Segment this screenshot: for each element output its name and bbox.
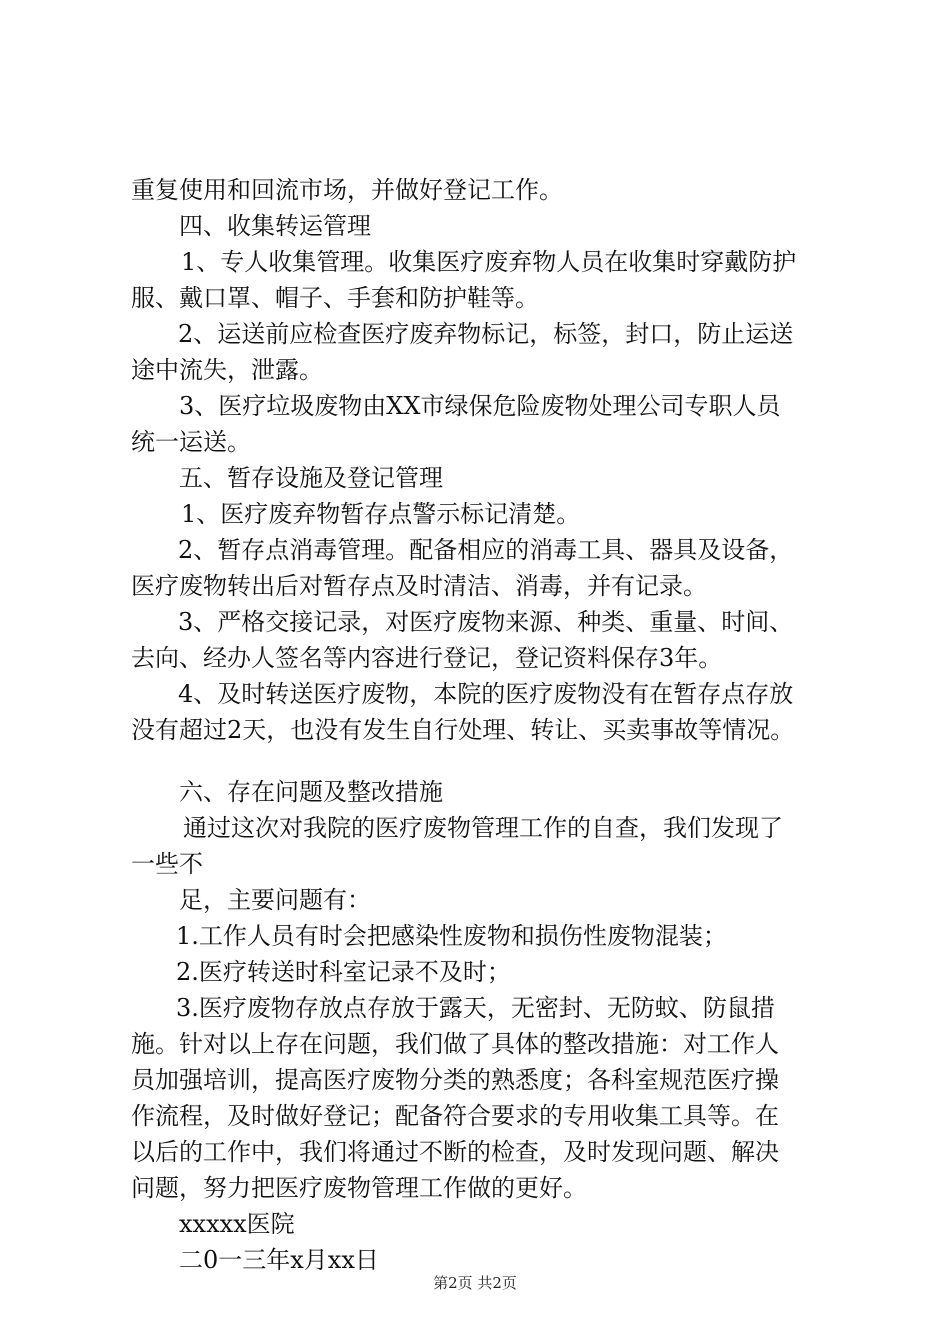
paragraph-line: 3、医疗垃圾废物由XX市绿保危险废物处理公司专职人员: [179, 392, 781, 420]
section-heading: 四、收集转运管理: [179, 212, 371, 240]
paragraph-line: 途中流失，泄露。: [131, 356, 323, 384]
list-item: 2.医疗转送时科室记录不及时；: [176, 958, 511, 986]
paragraph-line: 去向、经办人签名等内容进行登记，登记资料保存3年。: [131, 644, 723, 672]
paragraph-line: 作流程，及时做好登记；配备符合要求的专用收集工具等。在: [131, 1102, 779, 1130]
paragraph-line: 问题，努力把医疗废物管理工作做的更好。: [131, 1174, 587, 1202]
paragraph-line: 2、暂存点消毒管理。配备相应的消毒工具、器具及设备，: [178, 536, 794, 564]
section-heading: 六、存在问题及整改措施: [179, 778, 443, 806]
paragraph-line: 1、医疗废弃物暂存点警示标记清楚。: [181, 500, 581, 528]
paragraph-line: 医疗废物转出后对暂存点及时清洁、消毒，并有记录。: [131, 572, 707, 600]
paragraph-line: 足，主要问题有：: [179, 886, 371, 914]
paragraph-line: 3、严格交接记录，对医疗废物来源、种类、重量、时间、: [178, 608, 794, 636]
paragraph-line: 员加强培训，提高医疗废物分类的熟悉度；各科室规范医疗操: [131, 1066, 779, 1094]
section-heading: 五、暂存设施及登记管理: [179, 464, 443, 492]
paragraph-line: 统一运送。: [131, 428, 251, 456]
paragraph-line: 重复使用和回流市场，并做好登记工作。: [131, 176, 563, 204]
paragraph-line: 施。针对以上存在问题，我们做了具体的整改措施：对工作人: [131, 1030, 779, 1058]
paragraph-line: 通过这次对我院的医疗废物管理工作的自查，我们发现了: [183, 814, 783, 842]
paragraph-line: 4、及时转送医疗废物，本院的医疗废物没有在暂存点存放: [178, 680, 794, 708]
document-body: [131, 172, 851, 1278]
paragraph-line: 没有超过2天，也没有发生自行处理、转让、买卖事故等情况。: [131, 716, 795, 744]
paragraph-gap: [131, 748, 851, 774]
paragraph-line: 1、专人收集管理。收集医疗废弃物人员在收集时穿戴防护: [181, 248, 797, 276]
list-item: 1.工作人员有时会把感染性废物和损伤性废物混装；: [176, 922, 727, 950]
paragraph-line: 服、戴口罩、帽子、手套和防护鞋等。: [131, 284, 539, 312]
signature-date: 二0一三年x月xx日: [179, 1246, 379, 1274]
list-item: 3.医疗废物存放点存放于露天，无密封、无防蚊、防鼠措: [176, 994, 775, 1022]
paragraph-line: 一些不: [131, 850, 203, 878]
paragraph-line: 以后的工作中，我们将通过不断的检查，及时发现问题、解决: [131, 1138, 779, 1166]
paragraph-line: 2、运送前应检查医疗废弃物标记，标签，封口，防止运送: [178, 320, 794, 348]
page-footer: 第2页 共2页: [433, 1274, 517, 1292]
signature-organization: xxxxx医院: [179, 1210, 295, 1238]
